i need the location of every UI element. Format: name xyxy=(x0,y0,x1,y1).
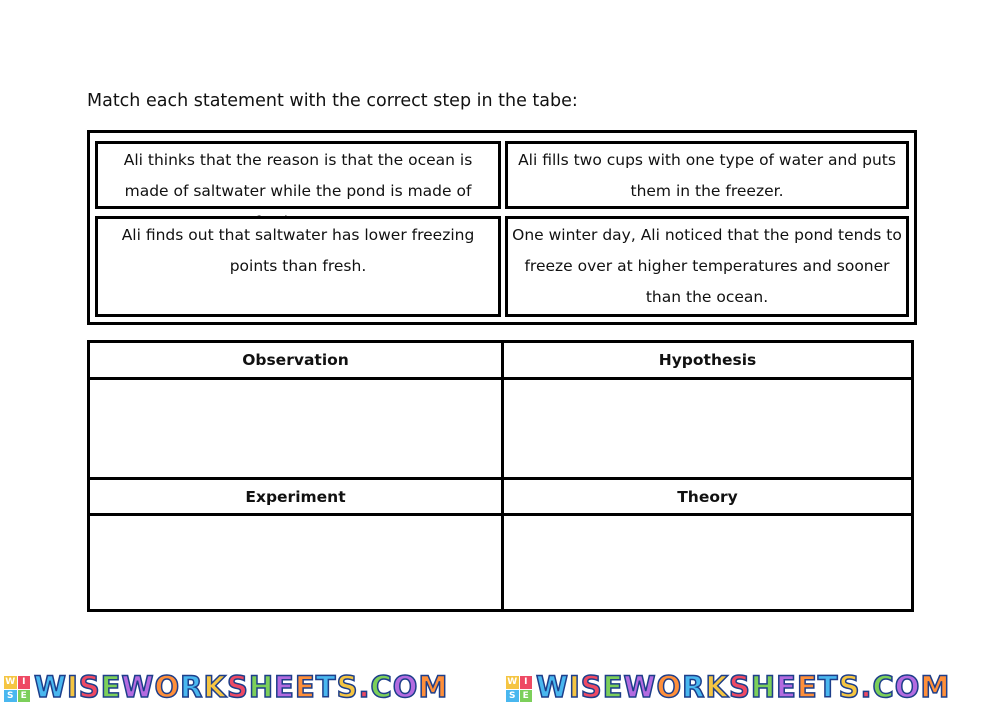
row-divider xyxy=(90,477,911,480)
matching-table xyxy=(87,340,914,612)
wise-logo-icon xyxy=(506,676,532,702)
statement-card-text: Ali finds out that saltwater has lower freezing points than fresh. xyxy=(121,226,475,275)
row-divider xyxy=(90,377,911,380)
logo-letter: E xyxy=(18,690,31,703)
drop-zone-hypothesis[interactable] xyxy=(504,380,911,477)
logo-letter: S xyxy=(4,690,17,703)
statement-card[interactable] xyxy=(505,216,909,317)
drop-zone-theory[interactable] xyxy=(504,516,911,609)
drop-zone-experiment[interactable] xyxy=(90,516,501,609)
statement-card-text: Ali thinks that the reason is that the ocean is made of saltwater while the pond is made of xyxy=(123,151,473,200)
wise-logo-icon xyxy=(4,676,30,702)
statement-card-text: Ali fills two cups with one type of water and puts them in the freezer. xyxy=(518,151,896,200)
row-divider xyxy=(90,513,911,516)
logo-letter: W xyxy=(5,677,16,688)
logo-letter: E xyxy=(520,690,533,703)
watermark-text: WISEWORKSHEETS.COM xyxy=(536,670,951,704)
column-divider xyxy=(501,343,504,609)
header-hypothesis: Hypothesis xyxy=(658,351,757,369)
instruction-text: Match each statement with the correct step in the tabe: xyxy=(87,91,578,111)
statement-card[interactable] xyxy=(95,141,501,209)
logo-letter: I xyxy=(18,676,31,689)
logo-letter: I xyxy=(520,676,533,689)
drop-zone-observation[interactable] xyxy=(90,380,501,477)
statement-card-text: One winter day, Ali noticed that the pond tends to freeze over at higher temperatures and sooner than the ocean. xyxy=(512,226,902,306)
logo-letter: S xyxy=(506,690,519,703)
watermark-text: WISEWORKSHEETS.COM xyxy=(34,670,449,704)
header-experiment: Experiment xyxy=(245,487,346,506)
statement-cards-panel xyxy=(87,130,917,325)
watermark-footer xyxy=(0,668,1000,707)
statement-card[interactable] xyxy=(505,141,909,209)
logo-letter: W xyxy=(507,677,518,688)
statement-card[interactable] xyxy=(95,216,501,317)
header-observation: Observation xyxy=(242,351,349,369)
header-theory: Theory xyxy=(677,487,738,506)
